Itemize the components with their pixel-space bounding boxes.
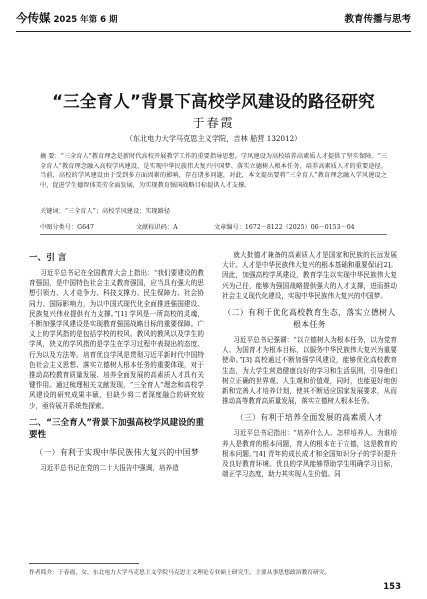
running-header <box>16 10 411 26</box>
subsection-heading-3: （三）有利于培养全面发展的高素质人才 <box>235 413 384 423</box>
article-number: 文章编号：1672－8122（2025）06－0153－04 <box>214 224 355 231</box>
subsection-heading-2: （二）有利于优化高校教育生态，落实立德树人根本任务 <box>223 308 396 330</box>
footnote-rule <box>29 563 139 564</box>
abstract: 摘 要：“三全育人”教育理念是新时代高校开展教学工作的重要指导思想。学风建设为高校培养高素质人才提供了坚实保障。“三全育人”教育理念融入高校学风建设，是实现中华民族伟大复兴中国梦、落实立德树人根本任务、培养高素质人才的重要途径。当前，高校的学风建设由于受到多方面因素的影响，存在诸多问题，对此，本文提出要将“三全育人”教育理念融入学风建设之中，促进学生德智体美劳全面发展，为实现教育强国战略目标提供人才支撑。 <box>40 153 387 189</box>
subsection-2-paragraph: 习近平总书记强调：“以立德树人为根本任务，以为党育人、为国育才为根本目标，以服务中华民族伟大复兴为重要使命。”[3] 高校通过不断加强学风建设，能够优化高校教育生态，为大学生营造健康良好的学习和生活氛围，引导他们树立正确的世界观、人生观和价值观，同时，也能更好地创新和完善人才培养计划，使其不断适应国家发展要求，从而推动高等教育高质量发展，落实立德树人根本任务。 <box>222 336 397 406</box>
section-heading-intro: 一、引 言 <box>29 253 67 263</box>
intro-paragraph: 习近平总书记在全国教育大会上指出：“我们要建设的教育强国，是中国特色社会主义教育强国，应当具有强大的思想引领力、人才竞争力、科技支撑力、民生保障力、社会协同力、国际影响力，为以中国式现代化全面推进强国建设、民族复兴伟业提供有力支撑。”[1] 学风是一所高校的灵魂，不断加强学风建设是实现教育强国战略目标的重要保障。广义上的学风指的是包括学校的校风、教风的教风以及学生的学风，狭义的学风指的是学生在学习过程中表现出的态度、行为以及方法等。培育优良学风是贯彻习近平新时代中国特色社会主义思想、落实立德树人根本任务的重要体现，对于推动高校教育质量发展、培养全面发展的高素质人才具有关键作用。通过梳理相关文献发现，“三全育人”理念和高校学风建设的研究成果丰硕，但缺少将二者深度融合的研究较少，亟待展开系统性探索。 <box>29 269 204 410</box>
subsection-heading-1: （一）有利于实现中华民族伟大复兴的中国梦 <box>35 447 200 457</box>
author-name: 于春霞 <box>192 116 235 130</box>
abstract-divider <box>40 234 387 235</box>
subsection-1-paragraph-start: 习近平总书记在党的二十大报告中强调，培养造 <box>40 463 179 472</box>
section-heading-importance: 二、“三全育人”背景下加强高校学风建设的重要性 <box>29 417 204 440</box>
page-number: 153 <box>383 582 401 592</box>
subsection-1-paragraph-cont: 就大批德才兼备的高素质人才是国家和民族的长远发展大计。人才是中华民族伟大复兴的根本基础和重要保证[2]。因此，加强高校学风建设，教育学生以实现中华民族伟大复兴为己任，能够为强国战略提供强大的人才支撑，进而推动社会主义现代化建设，实现中华民族伟大复兴的中国梦。 <box>222 251 397 300</box>
journal-title: 今传媒 <box>16 11 51 25</box>
section-label: 教育传播与思考 <box>344 14 411 25</box>
issue-label: 2025 年第 6 期 <box>53 15 118 25</box>
document-code: 文献标识码：A <box>136 224 178 231</box>
left-column <box>29 250 204 473</box>
subsection-3-paragraph: 习近平总书记指出：“培养什么人、怎样培养人、为谁培养人是教育的根本问题，育人的根本在于立德，这是教育的根本问题。”[4] 青年的成长成才和全国知识分子的学识提升及良好教育环境。优良的学风能够帮助学生明确学习目标，端正学习态度，助力其实现人生价值。同 <box>222 429 397 479</box>
journal-name <box>16 10 117 26</box>
article-title: “三全育人”背景下高校学风建设的路径研究 <box>52 92 375 111</box>
author-affiliation: （东北电力大学马克思主义学院，吉林 船营 132012） <box>125 134 302 143</box>
clc-number: 中图分类号：G647 <box>40 224 94 231</box>
header-rule <box>16 31 411 32</box>
right-column <box>222 250 397 479</box>
author-footnote: 作者简介：于春霞，女，东北电力大学马克思主义学院马克思主义理论专业硕士研究生，主要从事思想政治教育研究。 <box>29 570 331 576</box>
classification-line <box>40 222 387 231</box>
keywords: 关键词：“三全育人”；高校学风建设；实现路径 <box>40 208 171 215</box>
